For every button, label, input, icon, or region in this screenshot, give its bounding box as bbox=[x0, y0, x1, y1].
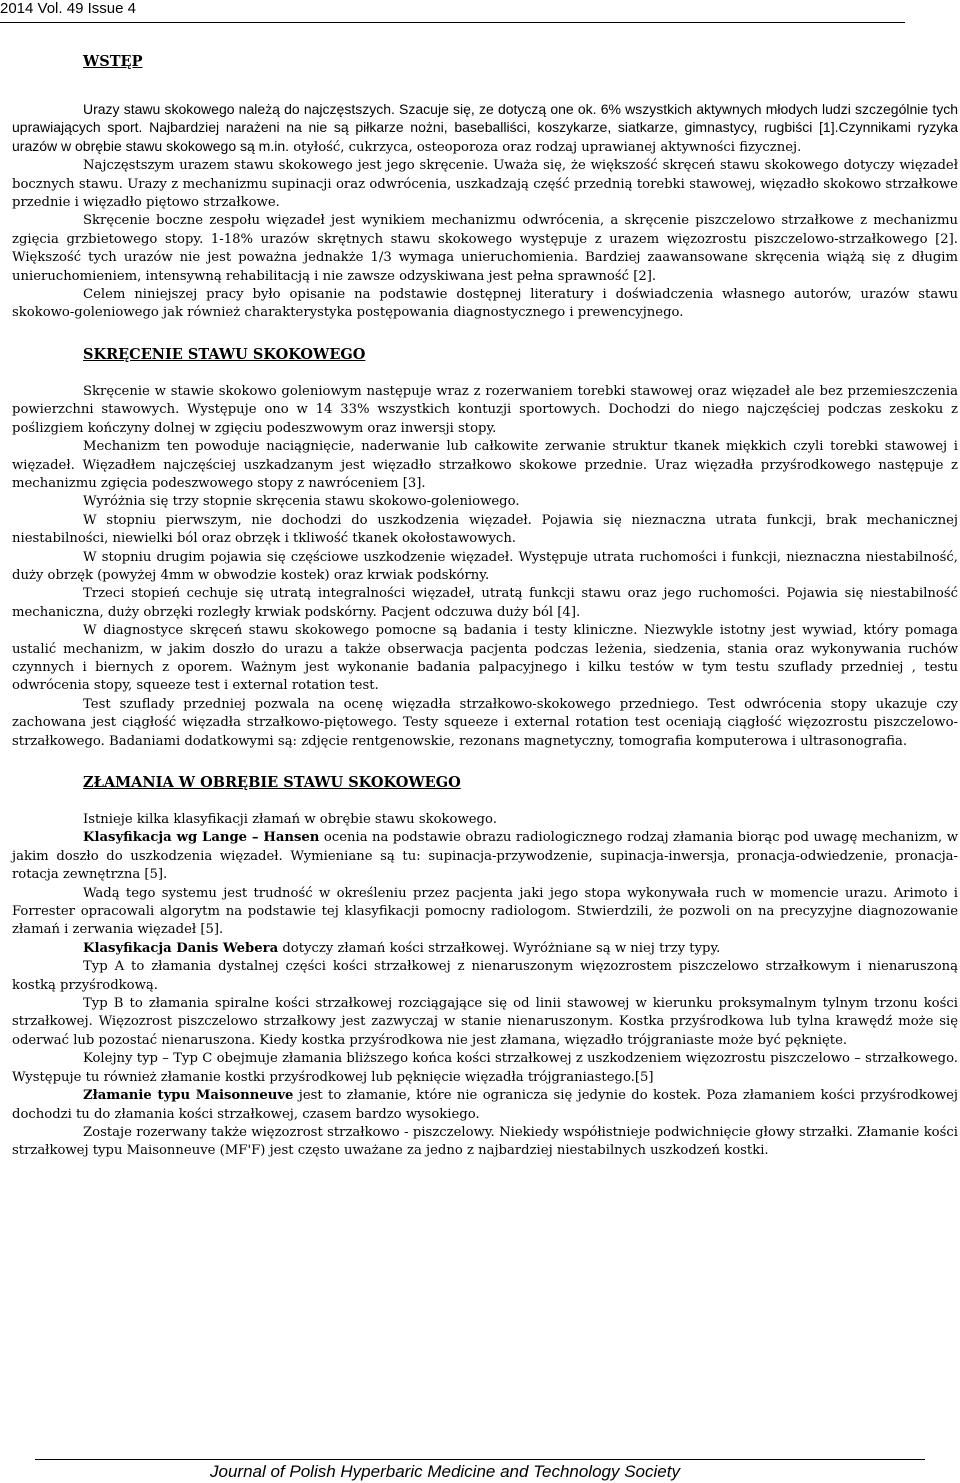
paragraph: Wyróżnia się trzy stopnie skręcenia stawu skokowo-goleniowego. bbox=[83, 494, 520, 510]
paragraph: Test szuflady przedniej pozwala na ocenę więzadła strzałkowo-skokowego przedniego. Test odwrócenia stopy ukazuje czy zachowana jest ciągłość więzadła strzałkowo-piętowego. Testy squeeze i external rotation test oceniają ciągłość więzozrostu piszczelowo-strzałkowego. Badaniami dodatkowymi są: zdjęcie rentgenowskie, rezonans magnetyczny, tomografia komputerowa i ultrasonografia. bbox=[12, 696, 958, 749]
paragraph: Typ B to złamania spiralne kości strzałkowej rozciągające się od linii stawowej w kierunku proksymalnym tylnym trzonu kości strzałkowej. Więzozrost piszczelowo strzałkowy jest zazwyczaj w stanie nienaruszonym. Kostka przyśrodkowa lub tylna krawędź może się oderwać lub pozostać nienaruszona. Kiedy kostka przyśrodkowa nie jest złamana, więzadło trójgraniaste może być pęknięte. bbox=[12, 996, 958, 1048]
paragraph: Urazy stawu skokowego należą do najczęstszych. Szacuje się, ze dotyczą one ok. 6% wszystkich aktywnych młodych ludzi szczególnie tych uprawiających sport. Najbardziej narażeni na nie są piłkarze nożni, baseballiści, koszykarze, siatkarze, gimnastycy, rugbiści [1].Czynnikami ryzyka urazów w obrębie stawu skokowego są m.in. otyłość, cukrzyca, osteoporoza oraz rodzaj uprawianej aktywności fizycznej. bbox=[12, 101, 958, 155]
heading-fracture: ZŁAMANIA W OBRĘBIE STAWU SKOKOWEGO bbox=[83, 774, 461, 791]
paragraph: Typ A to złamania dystalnej części kości strzałkowej z nienaruszonym więzozrostem piszczelowo strzałkowym i nienaruszoną kostką przyśrodkową. bbox=[12, 959, 958, 993]
paragraph: Wadą tego systemu jest trudność w określeniu przez pacjenta jaki jego stopa wykonywała ruch w momencie urazu. Arimoto i Forrester opracowali algorytm na podstawie tej klasyfikacji pomocny radiologom. Stwierdzili, że pozwoli on na precyzyjne diagnozowanie złamań i zerwania więzadeł [5]. bbox=[12, 885, 958, 938]
paragraph: W stopniu drugim pojawia się częściowe uszkodzenie więzadeł. Występuje utrata ruchomości i funkcji, nieznaczna niestabilność, duży obrzęk (powyżej 4mm w obwodzie kostek) oraz krwiak podskórny. bbox=[12, 549, 958, 583]
journal-name: Journal of Polish Hyperbaric Medicine and Technology Society bbox=[210, 1462, 680, 1481]
paragraph: W diagnostyce skręceń stawu skokowego pomocne są badania i testy kliniczne. Niezwykle istotny jest wywiad, który pomaga ustalić mechanizm, w jakim doszło do urazu a także obserwacja pacjenta podczas leżenia, siedzenia, stania oraz wykonywania ruchów czynnych i biernych z oporem. Ważnym jest wykonanie badania palpacyjnego i kilku testów w tym testu szuflady przedniej , testu odwrócenia stopy, squeeze test i external rotation test. bbox=[12, 623, 958, 694]
paragraph: Trzeci stopień cechuje się utratą integralności więzadeł, utratą funkcji stawu oraz jego ruchomości. Pojawia się niestabilność mechaniczna, duży obrzęki rozległy krwiak podskórny. Pacjent odczuwa duży ból [4]. bbox=[12, 586, 958, 620]
paragraph: Mechanizm ten powoduje naciągnięcie, naderwanie lub całkowite zerwanie struktur tkanek miękkich czyli torebki stawowej i więzadeł. Więzadłem najczęściej uszkadzanym jest więzadło strzałkowo skokowe przednie. Uraz więzadła przyśrodkowego następuje z mechanizmu zgięcia podeszwowego stopy z nawróceniem [3]. bbox=[12, 439, 958, 491]
paragraph: W stopniu pierwszym, nie dochodzi do uszkodzenia więzadeł. Pojawia się nieznaczna utrata funkcji, brak mechanicznej niestabilności, niewielki ból oraz obrzęk i tkliwość tkanek okołostawowych. bbox=[12, 512, 958, 547]
paragraph: Skręcenie w stawie skokowo goleniowym następuje wraz z rozerwaniem torebki stawowej oraz więzadeł ale bez przemieszczenia powierzchni stawowych. Występuje ono w 14 33% wszystkich kontuzji sportowych. Dochodzi do niego najczęściej podczas zeskoku z poślizgiem kończyny dolnej w zgięciu podeszwowym oraz inwersji stopy. bbox=[12, 383, 958, 436]
paragraph: Klasyfikacja Danis Webera dotyczy złamań kości strzałkowej. Wyróżniane są w niej trzy typy. bbox=[83, 940, 721, 956]
journal-issue: 2014 Vol. 49 Issue 4 bbox=[0, 0, 136, 17]
paragraph: Kolejny typ – Typ C obejmuje złamania bliższego końca kości strzałkowej z uszkodzeniem więzozrostu piszczelowo – strzałkowego. Występuje tu również złamanie kostki przyśrodkowej lub pęknięcie więzadła trójgraniastego.[5] bbox=[12, 1051, 958, 1085]
page-header bbox=[0, 0, 905, 23]
paragraph: Istnieje kilka klasyfikacji złamań w obrębie stawu skokowego. bbox=[83, 812, 497, 827]
paragraph: Zostaje rozerwany także więzozrost strzałkowo - piszczelowy. Niekiedy współistnieje podwichnięcie głowy strzałki. Złamanie kości strzałkowej typu Maisonneuve (MF'F) jest często uważane za jedno z najbardziej niestabilnych uszkodzeń kostki. bbox=[12, 1124, 958, 1159]
heading-sprain: SKRĘCENIE STAWU SKOKOWEGO bbox=[83, 345, 366, 363]
article-body bbox=[12, 44, 958, 1161]
paragraph: Skręcenie boczne zespołu więzadeł jest wynikiem mechanizmu odwrócenia, a skręcenie piszczelowo strzałkowe z mechanizmu zgięcia grzbietowego stopy. 1-18% urazów skrętnych stawu skokowego występuje z urazem więzozrostu piszczelowo-strzałkowego [2]. Większość tych urazów nie jest poważna jednakże 1/3 wymaga unieruchomienia. Bardziej zaawansowane skręcenia wiążą się z długim unieruchomieniem, intensywną rehabilitacją i nie zawsze odzyskiwana jest pełna sprawność [2]. bbox=[12, 213, 958, 284]
footer-rule bbox=[35, 1459, 925, 1460]
paragraph: Najczęstszym urazem stawu skokowego jest jego skręcenie. Uważa się, że większość skręceń stawu skokowego dotyczy więzadeł bocznych stawu. Urazy z mechanizmu supinacji oraz odwrócenia, uszkadzają część przednią torebki stawowej, więzadło skokowo strzałkowe przednie i więzadło piętowo strzałkowe. bbox=[12, 158, 958, 211]
paragraph: Klasyfikacja wg Lange – Hansen ocenia na podstawie obrazu radiologicznego rodzaj złamania biorąc pod uwagę mechanizm, w jakim doszło do uszkodzenia więzadeł. Wymieniane są tu: supinacja-przywodzenie, supinacja-inwersja, pronacja-odwiedzenie, pronacja-rotacja zewnętrzna [5]. bbox=[12, 830, 958, 883]
paragraph: Celem niniejszej pracy było opisanie na podstawie dostępnej literatury i doświadczenia własnego autorów, urazów stawu skokowo-goleniowego jak również charakterystyka postępowania diagnostycznego i prewencyjnego. bbox=[12, 287, 958, 321]
paragraph: Złamanie typu Maisonneuve jest to złamanie, które nie ogranicza się jedynie do kostek. Poza złamaniem kości przyśrodkowej dochodzi tu do złamania kości strzałkowej, czasem bardzo wysokiego. bbox=[12, 1088, 959, 1122]
heading-intro: WSTĘP bbox=[83, 53, 143, 70]
